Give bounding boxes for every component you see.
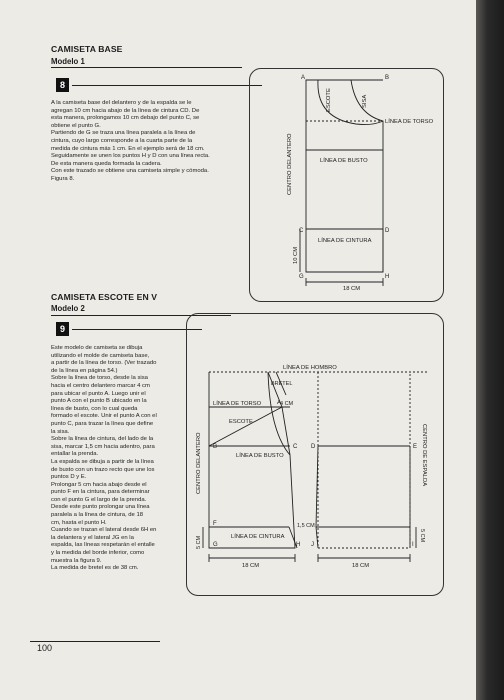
paragraph-line: con el punto G el largo de la prenda. [51,496,147,503]
fig9-label-G: G [213,542,218,548]
fig8-linea-busto: LÍNEA DE BUSTO [320,158,368,164]
fig8-label-D: D [385,228,390,234]
paragraph-line: sisa, marcar 1,5 cm hacia adentro, para [51,443,155,450]
paragraph-line: muestra la figura 9. [51,557,102,564]
figure9-back-guide [318,372,410,548]
figure9-badge: 9 [56,322,69,336]
figure9-front-outline [209,372,295,548]
fig9-label-F: F [213,521,217,527]
paragraph-line: formado el escote. Unir el punto A con el [51,413,157,420]
fig9-label-I: I [412,542,414,548]
fig9-linea-torso: LÍNEA DE TORSO [213,401,262,407]
paragraph-line: La medida de bretel es de 38 cm. [51,565,139,572]
fig8-dim-v: 10 CM [293,246,299,264]
fig9-label-B: B [213,444,218,450]
paragraph-line: cintura, cuyo largo corresponde a la cuarta parte de la [51,137,193,144]
section1-title: CAMISETA BASE [51,44,123,54]
paragraph-line: punto A con el punto B ubicado en la [51,398,147,405]
fig9-bretel: BRETEL [271,381,293,387]
paragraph-line: espalda, las líneas respetarán el entalle [51,542,155,549]
fig9-centro-espalda: CENTRO DE ESPALDA [421,424,427,487]
paragraph-line: La espalda se dibuja a partir de la línea [51,458,154,465]
fig9-dim-right: 18 CM [352,563,370,569]
paragraph-line: y la medida del borde inferior, como [51,550,145,557]
paragraph-line: Prolongar 5 cm hacia abajo desde el [51,481,147,488]
fig9-label-H: H [296,542,301,548]
paragraph-line: Figura 8. [51,175,75,182]
paragraph-line: para ubicar el punto A. Luego unir el [51,390,146,397]
paragraph-line: obtiene el punto G. [51,122,101,129]
paragraph-line: puntos D y E. [51,474,87,481]
fig8-label-B: B [385,75,390,81]
fig9-5cm-left: 5 CM [196,535,202,549]
paragraph-line: de busto con un trazo recto que une los [51,466,155,473]
fig8-escote: ESCOTE [326,88,332,112]
paragraph-line: agregan 10 cm hacia abajo de la línea de cintura CD. De [51,107,200,114]
fig9-label-C: C [293,444,298,450]
paragraph-line: Cuando se trazan el lateral desde 6H en [51,527,157,534]
figure9-v-neck [209,407,282,446]
paragraph-line: línea de busto, con lo cual queda [51,405,138,412]
paragraph-line: A la camiseta base del delantero y de la espalda se le [51,100,192,106]
paragraph-line: entallar la prenda. [51,451,99,458]
paragraph-line: Seguidamente se unen los puntos H y D con una línea recta. [51,153,210,160]
paragraph-line: paralela a la línea de cintura, de 18 [51,512,144,519]
fig9-label-E: E [413,444,418,450]
fig9-4cm: 4 CM [280,401,294,407]
fig9-centro-delantero: CENTRO DELANTERO [196,432,202,494]
fig8-label-A: A [301,75,306,81]
fig9-linea-busto: LÍNEA DE BUSTO [236,453,284,459]
fig8-dim-h: 18 CM [343,286,361,292]
fig9-5cm-right: 5 CM [419,529,425,543]
paragraph-line: utilizando el molde de camiseta base, [51,352,150,359]
fig8-linea-cintura: LÍNEA DE CINTURA [318,238,372,244]
section1-subtitle: Modelo 1 [51,57,85,66]
paragraph-line: Sobre la línea de torso, desde la sisa [51,375,148,382]
fig9-label-A: A [277,400,281,406]
fig9-escote: ESCOTE [229,419,253,425]
paragraph-line: De esta manera queda formada la cadera. [51,160,162,167]
fig9-label-D: D [311,444,316,450]
fig8-label-C: C [299,228,304,234]
page-number: 100 [37,643,53,653]
fig8-sisa: SISA [362,94,368,108]
fig9-label-J: J [311,542,314,548]
fig9-1-5cm: 1,5 CM [297,523,315,529]
figure8-badge: 8 [56,78,69,92]
paragraph-line: la sisa. [51,428,70,435]
paragraph-line: cm, hasta el punto H. [51,519,107,526]
paragraph-line: Partiendo de G se traza una línea paralela a la línea de [51,130,196,137]
fig8-linea-torso: LÍNEA DE TORSO [385,119,434,125]
paragraph-line: Con este trazado se obtiene una camiseta simple y cómoda. [51,168,209,175]
fig8-label-G: G [299,274,304,280]
paragraph-line: punto F en la cintura, para determinar [51,489,150,496]
paragraph-line: Sobre la línea de cintura, del lado de la [51,436,154,443]
paragraph-line: Desde este punto prolongar una línea [51,504,150,511]
book-spine-shadow [476,0,504,700]
paragraph-line: medida de cintura más 1 cm. En el ejemplo será de 18 cm. [51,145,205,152]
fig9-linea-hombro: LÍNEA DE HOMBRO [283,365,337,371]
paragraph-line: a partir de la línea de torso. (Ver trazado [51,360,157,367]
paragraph-line: Este modelo de camiseta se dibuja [51,345,143,351]
fig8-centro: CENTRO DELANTERO [287,133,293,195]
paragraph-line: esta manera, prolongamos 10 cm debajo del punto C, se [51,115,200,122]
paragraph-line: punto C, para trazar la línea que define [51,420,154,427]
paragraph-line: hacia el centro delantero marcar 4 cm [51,382,150,389]
paragraph-line: la delantera y el lateral JG en la [51,534,134,541]
paragraph-line: de la línea en página 54.) [51,367,118,374]
section2-title: CAMISETA ESCOTE EN V [51,292,158,302]
fig9-dim-left: 18 CM [242,563,260,569]
section2-subtitle: Modelo 2 [51,304,85,313]
fig8-label-H: H [385,274,390,280]
fig9-linea-cintura: LÍNEA DE CINTURA [231,534,285,540]
